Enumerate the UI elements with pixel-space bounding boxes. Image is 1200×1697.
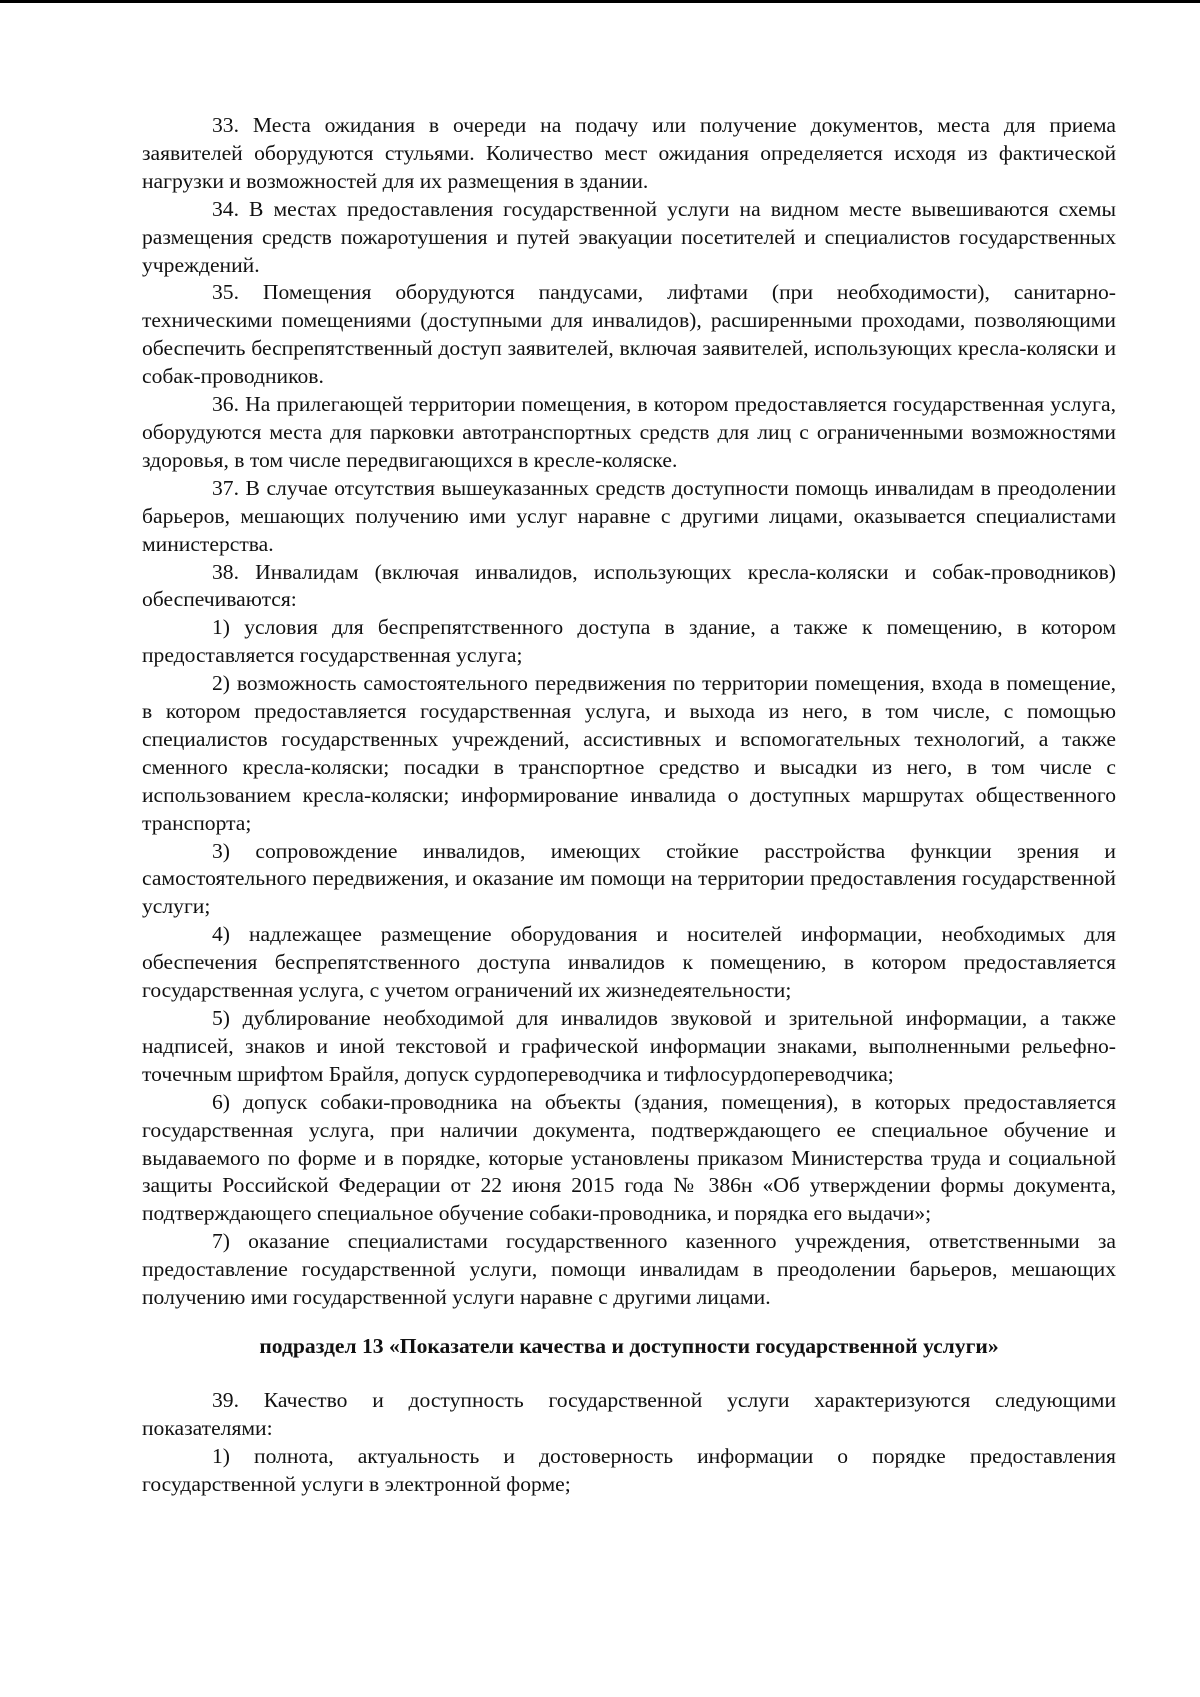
paragraph-37: 37. В случае отсутствия вышеуказанных средств доступности помощь инвалидам в преодолении барьеров, мешающих получению ими услуг наравне с другими лицами, оказывается специалистами министерства. <box>142 475 1116 556</box>
scan-top-edge <box>0 0 1200 3</box>
paragraph-39: 39. Качество и доступность государственной услуги характеризуются следующими показателями: <box>142 1387 1116 1440</box>
list-item-38-6: 6) допуск собаки-проводника на объекты (здания, помещения), в которых предоставляется государственная услуга, при наличии документа, подтверждающего ее специальное обучение и выдаваемого по форме и в порядке, которые установлены приказом Министерства труда и социальной защиты Российской Федерации от 22 июня 2015 года № 386н «Об утверждении формы документа, подтверждающего специальное обучение собаки-проводника, и порядка его выдачи»; <box>142 1089 1116 1226</box>
paragraph-34: 34. В местах предоставления государственной услуги на видном месте вывешиваются схемы размещения средств пожаротушения и путей эвакуации посетителей и специалистов государственных учреждений. <box>142 196 1116 277</box>
list-item-39-1: 1) полнота, актуальность и достоверность информации о порядке предоставления государственной услуги в электронной форме; <box>142 1443 1116 1496</box>
paragraph-35: 35. Помещения оборудуются пандусами, лифтами (при необходимости), санитарно-техническими помещениями (доступными для инвалидов), расширенными проходами, позволяющими обеспечить беспрепятственный доступ заявителей, включая заявителей, использующих кресла-коляски и собак-проводников. <box>142 280 1116 389</box>
paragraph-33: 33. Места ожидания в очереди на подачу или получение документов, места для приема заявителей оборудуются стульями. Количество мест ожидания определяется исходя из фактической нагрузки и возможностей для их размещения в здании. <box>142 113 1116 193</box>
section-heading: подраздел 13 «Показатели качества и доступности государственной услуги» <box>259 1333 999 1358</box>
list-item-38-2: 2) возможность самостоятельного передвижения по территории помещения, входа в помещение, в котором предоставляется государственная услуга, и выхода из него, в том числе, с помощью специалистов государственных учреждений, ассистивных и вспомогательных технологий, а также сменного кресла-коляски; посадки в транспортное средство и высадки из него, в том числе с использованием кресла-коляски; информирование инвалида о доступных маршрутах общественного транспорта; <box>142 671 1116 835</box>
list-item-38-5: 5) дублирование необходимой для инвалидов звуковой и зрительной информации, а также надписей, знаков и иной текстовой и графической информации знаками, выполненными рельефно-точечным шрифтом Брайля, допуск сурдопереводчика и тифлосурдопереводчика; <box>142 1006 1116 1086</box>
list-item-38-3: 3) сопровождение инвалидов, имеющих стойкие расстройства функции зрения и самостоятельного передвижения, и оказание им помощи на территории предоставления государственной услуги; <box>142 838 1116 919</box>
paragraph-36: 36. На прилегающей территории помещения, в котором предоставляется государственная услуга, оборудуются места для парковки автотранспортных средств для лиц с ограниченными возможностями здоровья, в том числе передвигающихся в кресле-коляске. <box>142 392 1116 472</box>
list-item-38-4: 4) надлежащее размещение оборудования и носителей информации, необходимых для обеспечения беспрепятственного доступа инвалидов к помещению, в котором предоставляется государственная услуга, с учетом ограничений их жизнедеятельности; <box>142 922 1116 1003</box>
list-item-38-7: 7) оказание специалистами государственного казенного учреждения, ответственными за предоставление государственной услуги, помощи инвалидам в преодолении барьеров, мешающих получению ими государственной услуги наравне с другими лицами. <box>142 1229 1116 1310</box>
paragraph-38: 38. Инвалидам (включая инвалидов, использующих кресла-коляски и собак-проводников) обеспечиваются: <box>142 559 1116 612</box>
document-page <box>142 112 1116 1499</box>
list-item-38-1: 1) условия для беспрепятственного доступа в здание, а также к помещению, в котором предоставляется государственная услуга; <box>142 615 1116 668</box>
